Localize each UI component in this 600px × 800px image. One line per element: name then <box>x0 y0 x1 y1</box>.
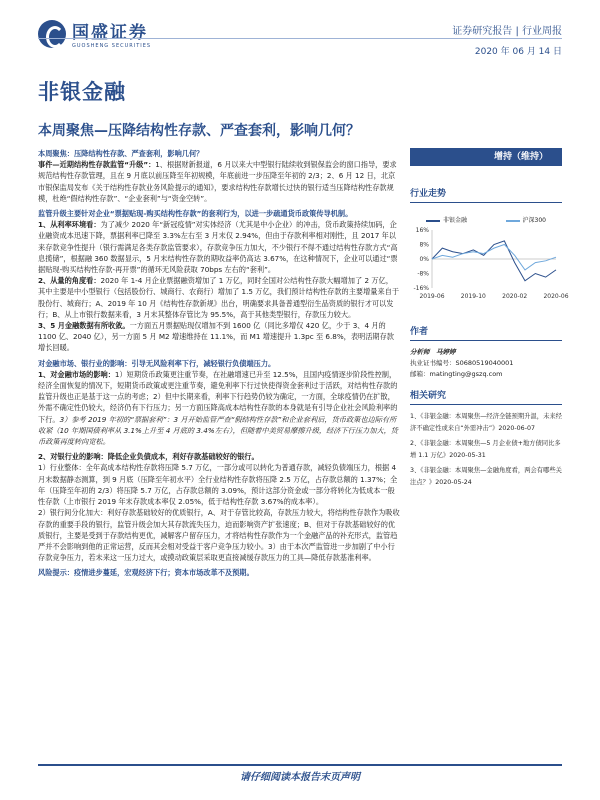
series-line-hs300 <box>432 245 556 270</box>
related-item[interactable]: 1、《非银金融：本周聚焦—经济全链预期升温，未来经济不确定性或来自“外需冲击”》2020-06-07 <box>410 413 562 432</box>
industry-title: 非银金融 <box>38 80 126 104</box>
y-tick-label: 0% <box>419 256 429 263</box>
legend-item-b: 沪深300 <box>506 215 546 224</box>
header-divider <box>38 38 562 39</box>
series-line-nonbank <box>432 241 556 281</box>
x-tick-label: 2020-02 <box>502 293 528 300</box>
market-impact-lead: 1、对金融市场的影响： <box>38 369 115 379</box>
rating-badge: 增持（维持） <box>410 148 562 166</box>
y-tick-label: 16% <box>415 227 429 234</box>
report-subtitle: 本周聚焦—压降结构性存款、严查套利，影响几何？ <box>38 123 360 139</box>
bank-impact-lead: 2、对银行业的影响：降低企业负债成本，利好存款基础较好的银行。 <box>38 452 259 462</box>
may-data-text: 一方面五月票据贴现仅增加不到 1600 亿（同比多增仅 420 亿，少于 3、4 月的 1100 亿、2040 亿），另一方面 5 月 M2 增速维持在 11.1%，而 M1 增速提升 1.3pc 至 6.8%，表明活期存款增长回暖。 <box>38 321 394 353</box>
trend-title: 行业走势 <box>410 186 562 203</box>
main-text <box>38 148 400 579</box>
volume-text: 2020 年 1-4 月企业票据融资增加了 1 万亿，同时全国对公结构性存款大幅增加了 2 万亿，其中主要是中小型银行（包括股份行、城商行、农商行）增加了 1.5 万亿，我们预计结构性存款的主要增量来自于股份行、城商行；A、2019 年 10 月《结构性存款新规》出台，明确要求具备普通型衍生品资质的银行才可以发行；B、从上市银行数据来看，3 月末其整体存管比为 95.5%，高于其他类型银行，存款压力较大。 <box>38 276 400 319</box>
x-tick-label: 2020-06 <box>543 293 569 300</box>
author-title: 作者 <box>410 324 562 341</box>
trend-chart <box>410 224 569 304</box>
email-label: 邮箱： <box>410 370 430 378</box>
chart-legend <box>410 215 562 224</box>
y-tick-label: -8% <box>417 270 429 278</box>
cert-label: 执业证书编号： <box>410 359 456 367</box>
event-lead: 事件—近期结构性存款监管“升级”： <box>38 160 156 170</box>
author-block <box>410 347 562 380</box>
market-impact-text: 1）短期货币政策更注重节奏，在社融增速已升至 12.5%，且国内疫情逐步阶段性控制，经济全面恢复的情况下，短期货币政策或更注重节奏，避免利率下行过快使得资金套利过于活跃，对结构性存款的监管升级也正是基于这一点的考虑；2）但中长期来看，利率下行趋势仍较为确定，一方面，全球疫情仍在扩散，外需不确定性仍较大，经济仍有下行压力；另一方面压降高成本结构性存款的本身就是有引导企业社会风险利率的下行。 <box>38 369 398 424</box>
brand-name-en: GUOSHENG SECURITIES <box>72 43 152 49</box>
related-title: 相关研究 <box>410 388 562 405</box>
market-impact-italic: 3）参考 2019 年初的“票据套利”：3 月开始监管严查“假结构性存款”和企业套利后，货币政策也边际有所收紧（10 年期国债利率从 3.1%上升至 4 月底的 3.4%左右），但随着中美贸易摩擦升级，经济下行压力加大，货币政策再度转向宽松。 <box>38 414 398 447</box>
regulation-summary: 监管升级主要针对企业“票据贴现-购买结构性存款”的套利行为，以进一步疏通货币政策传导机制。 <box>38 209 353 219</box>
report-date: 2020 年 06 月 14 日 <box>474 47 562 57</box>
footer-divider <box>38 764 562 766</box>
rate-text: 为了减少 2020 年“新冠疫情”对实体经济（尤其是中小企业）的冲击，货币政策持续加码，企业融资成本迅速下降，票据利率已降至 3.3%左右至 3 月末仅 2.94%，但由于存款利率相对刚性，且 2017 年以来存款竞争性提升（银行需满足各类存款监管要求），存款竞争压力加大，不少银行不得不通过结构性存款方式“高息揽储”，根据融 360 数据显示，5 月末结构性存款的期收益率仍高达 3.67%，在这种情况下，企业可以通过“票据贴现-购买结构性存款-再开票”的循环无风险获取 70bps 左右的“套利”。 <box>38 220 398 275</box>
y-tick-label: -16% <box>413 285 429 292</box>
brand-name: 国盛证券 <box>72 23 148 43</box>
report-type: 证券研究报告 | 行业周报 <box>452 26 562 37</box>
footer-note: 请仔细阅读本报告末页声明 <box>240 772 360 783</box>
focus-lead: 本周聚焦：压降结构性存款、严查套利，影响几何？ <box>38 149 204 158</box>
email[interactable]: matingting@gszq.com <box>429 370 503 378</box>
guosheng-logo-icon <box>38 20 66 48</box>
risk-text: 疫情进步蔓延，宏观经济下行；资本市场改革不及预期。 <box>73 568 254 578</box>
author-names: 分析师 马婷婷 <box>410 348 456 356</box>
cert-no: S0680519040001 <box>455 359 514 367</box>
related-item[interactable]: 2、《非银金融：本周聚焦—5 月企业债+地方债同比多增 1.1 万亿》2020-05-31 <box>410 440 561 459</box>
x-tick-label: 2019-10 <box>460 293 486 300</box>
x-tick-label: 2019-06 <box>419 293 445 300</box>
report-header <box>0 0 600 58</box>
risk-lead: 风险提示： <box>38 568 74 578</box>
related-item[interactable]: 3、《非银金融：本周聚焦—金融角度看，两会有哪些关注点？》2020-05-24 <box>410 467 562 486</box>
bank-impact-text-1: 1）行业整体：全年高成本结构性存款将压降 5.7 万亿，一部分或可以转化为普通存款，减轻负债端压力，根据 4 月末数据静态测算，到 9 月底（压降至年初水平）全行业结构性存款将压降 2.5 万亿，占存款总额的 1.37%；全年（压降至年初的 2/3）将压降 5.7 万亿，占存款总额的 3.09%，预计这部分资金或一部分将转化为低成本一般性存款（上市银行 2019 年末存款成本率仅 2.05%，低于结构性存款 3.67%的成本率）。 <box>38 463 398 507</box>
related-list <box>410 411 562 488</box>
sidebar <box>410 148 569 488</box>
legend-item-a: 非银金融 <box>426 215 467 224</box>
may-data-lead: 3、5 月金融数据有所收敛。 <box>38 321 130 331</box>
impact-lead: 对金融市场、银行业的影响：引导无风险利率下行，减轻银行负债端压力。 <box>38 358 276 368</box>
volume-lead: 2、从量的角度看： <box>38 276 101 286</box>
y-tick-label: 8% <box>419 241 429 249</box>
bank-impact-text-2: 2）银行间分化加大：利好存款基础较好的优质银行，A、对于存管比较高，存款压力较大，将结构性存款作为吸收存款的重要手段的银行，监管升级会加大其存款流失压力，迫而影响资产扩张速度；B、但对于存款基础较好的优质银行，主要是受到于存款结构更优，减解客户留存压力，才将结构性存款作为一个金融产品的补充形式，监管趋严并不会影响到他的正常运营，反而其会相对受益于客户竞争压力较小。3）由于本次严监管进一步加剧了中小行存款竞争压力，若未来这一压力过大，或摸动政策层采取更直接减缓存款压力的工具—降低存款基准利率。 <box>38 508 400 563</box>
event-text: 1、根据财新报道，6 月以来大中型银行陆续收到银保监会的窗口指导，要求规范结构性存款管理，且在 9 月底以前压降至年初规模，年底前进一步压降至年初的 2/3；2、6 月 12 日，北京市银保监局发布《关于结构性存款业务风险提示的通知》，要求结构性存款增长过快的银行适当压降结构性存款规模，杜绝“假结构性存款”、“企业套利”与“资金空转”。 <box>38 160 397 203</box>
brand-logo <box>38 18 151 49</box>
rate-lead: 1、从利率环境看： <box>38 220 101 230</box>
